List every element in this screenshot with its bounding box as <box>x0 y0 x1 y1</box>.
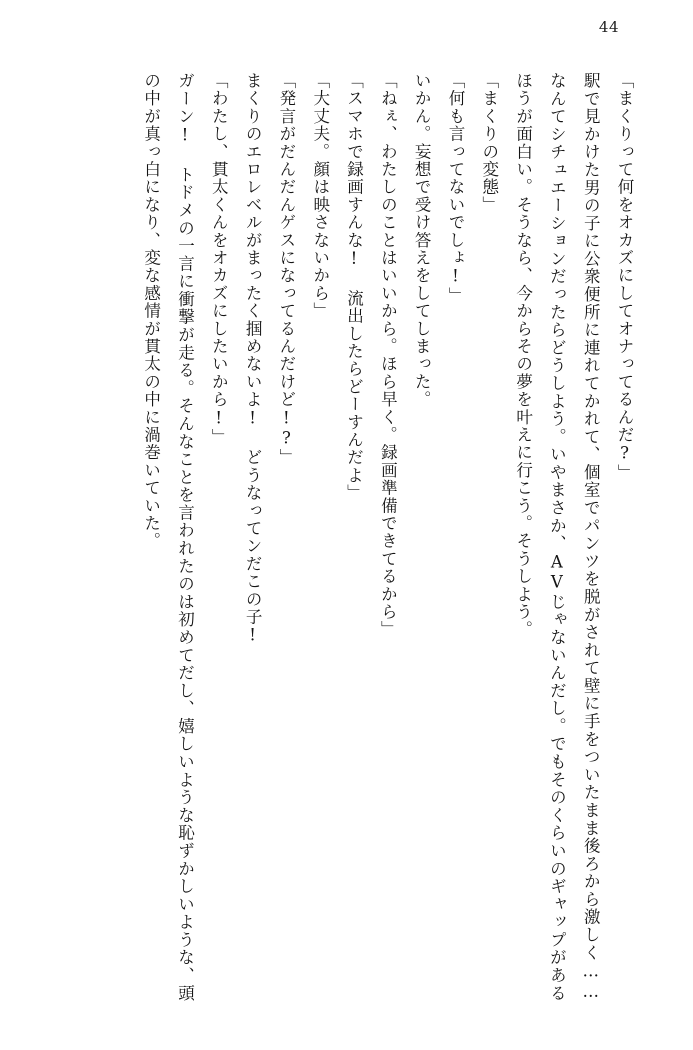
paragraph: 「わたし、貫太くんをオカズにしたいから!」 <box>209 72 229 447</box>
paragraph: 「何も言ってないでしょ!」 <box>445 72 465 305</box>
paragraph: 「発言がだんだんゲスになってるんだけど!?」 <box>276 72 296 467</box>
paragraph: 「大丈夫。顔は映さないから」 <box>310 72 330 320</box>
paragraph: 「まくりの変態」 <box>479 72 499 214</box>
paragraph: ガーン! トドメの一言に衝撃が走る。そんなことを言われたのは初めてだし、嬉しいような恥ずかしいような、頭の中が真っ白になり、変な感情が貫太の中に渦巻いていた。 <box>141 72 195 1002</box>
paragraph: いかん。妄想で受け答えをしてしまった。 <box>412 72 432 409</box>
paragraph: まくりのエロレベルがまったく掴めないよ! どうなってンだこの子! <box>243 72 263 646</box>
paragraph: 「まくりって何をオカズにしてオナってるんだ?」 <box>615 72 634 482</box>
paragraph: 駅で見かけた男の子に公衆便所に連れてかれて、個室でパンツを脱がされて壁に手をついたまま後ろから激しく……なんてシチュエーションだったらどうしよう。いやまさか、AVじゃないんだし。でもそのくらいのギャップがあるほうが面白い。そうなら、今からその夢を叶えに行こう。そうしよう。 <box>513 72 601 1002</box>
paragraph: 「ねぇ、わたしのことはいいから。ほら早く。録画準備できてるから」 <box>378 72 398 639</box>
paragraph: 「スマホで録画すんな! 流出したらどーすんだよ」 <box>344 72 364 502</box>
page-number: 44 <box>598 18 619 36</box>
page-text-body <box>48 72 641 1002</box>
